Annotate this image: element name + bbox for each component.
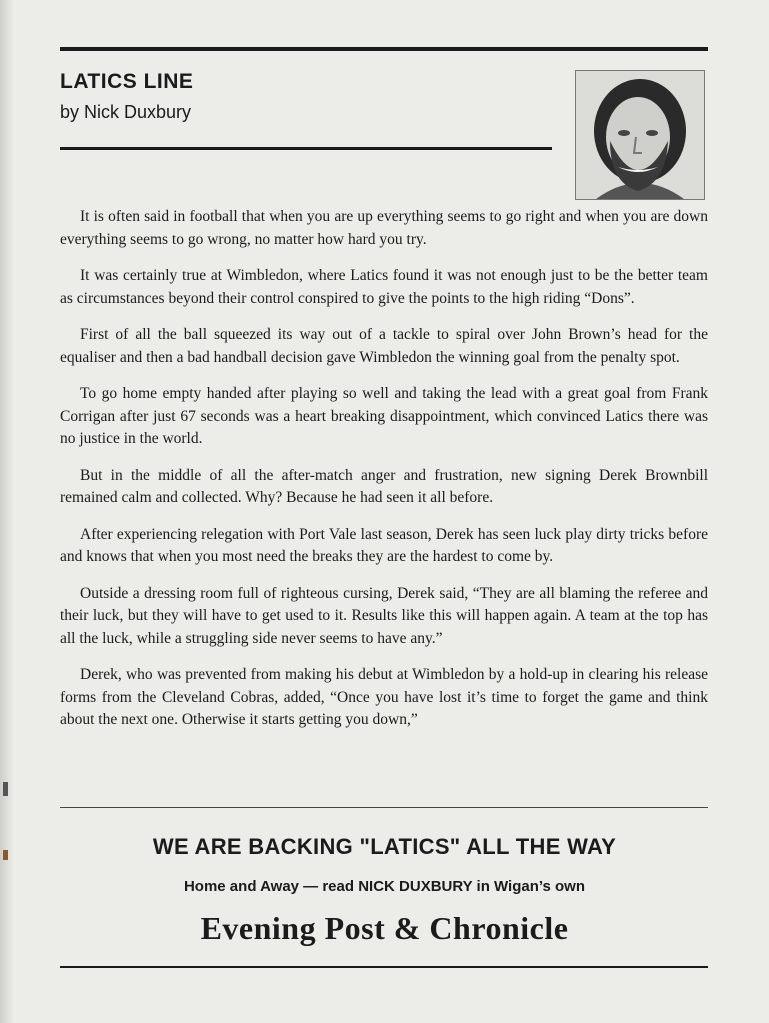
article-body <box>60 206 708 746</box>
bottom-rule <box>60 966 708 968</box>
header-rule <box>60 147 552 150</box>
backing-slogan: WE ARE BACKING "LATICS" ALL THE WAY <box>152 834 617 859</box>
article-paragraph: First of all the ball squeezed its way out of a tackle to spiral over John Brown’s head for the equaliser and then a bad handball decision gave Wimbledon the winning goal from the penalty spot. <box>60 326 708 366</box>
article-paragraph: But in the middle of all the after-match anger and frustration, new signing Derek Brownbill remained calm and collected. Why? Because he had seen it all before. <box>60 466 708 506</box>
article-paragraph: Derek, who was prevented from making his debut at Wimbledon by a hold-up in clearing his release forms from the Cleveland Cobras, added, “Once you have lost it’s time to forget the game and think about the next one. Otherwise it starts getting you down,” <box>60 666 708 728</box>
portrait-photo <box>576 71 704 199</box>
article-paragraph: It is often said in football that when you are up everything seems to go right and when you are down everything seems to go wrong, no matter how hard you try. <box>60 208 708 248</box>
author-photo <box>575 70 705 200</box>
column-title: LATICS LINE <box>60 70 194 93</box>
author-byline: by Nick Duxbury <box>60 102 192 122</box>
article-paragraph: To go home empty handed after playing so well and taking the lead with a great goal from Frank Corrigan after just 67 seconds was a heart breaking disappointment, which convinced Latics there was no justice in the world. <box>60 385 708 447</box>
article-paragraph: It was certainly true at Wimbledon, where Latics found it was not enough just to be the better team as circumstances beyond their control conspired to give the points to the high riding “Dons”. <box>60 267 708 307</box>
binding-staple-marks <box>2 780 10 870</box>
newspaper-masthead: Evening Post & Chronicle <box>200 910 569 946</box>
promo-line: Home and Away — read NICK DUXBURY in Wigan’s own <box>183 878 586 895</box>
article-paragraph: Outside a dressing room full of righteous cursing, Derek said, “They are all blaming the referee and their luck, but they will have to get used to it. Results like this will happen again. A team at the top has all the luck, while a struggling side never seems to have any.” <box>60 584 708 647</box>
top-rule <box>60 47 708 51</box>
article-paragraph: After experiencing relegation with Port Vale last season, Derek has seen luck play dirty tricks before and knows that when you most need the breaks they are the hardest to come by. <box>60 525 708 565</box>
footer-rule <box>60 807 708 808</box>
